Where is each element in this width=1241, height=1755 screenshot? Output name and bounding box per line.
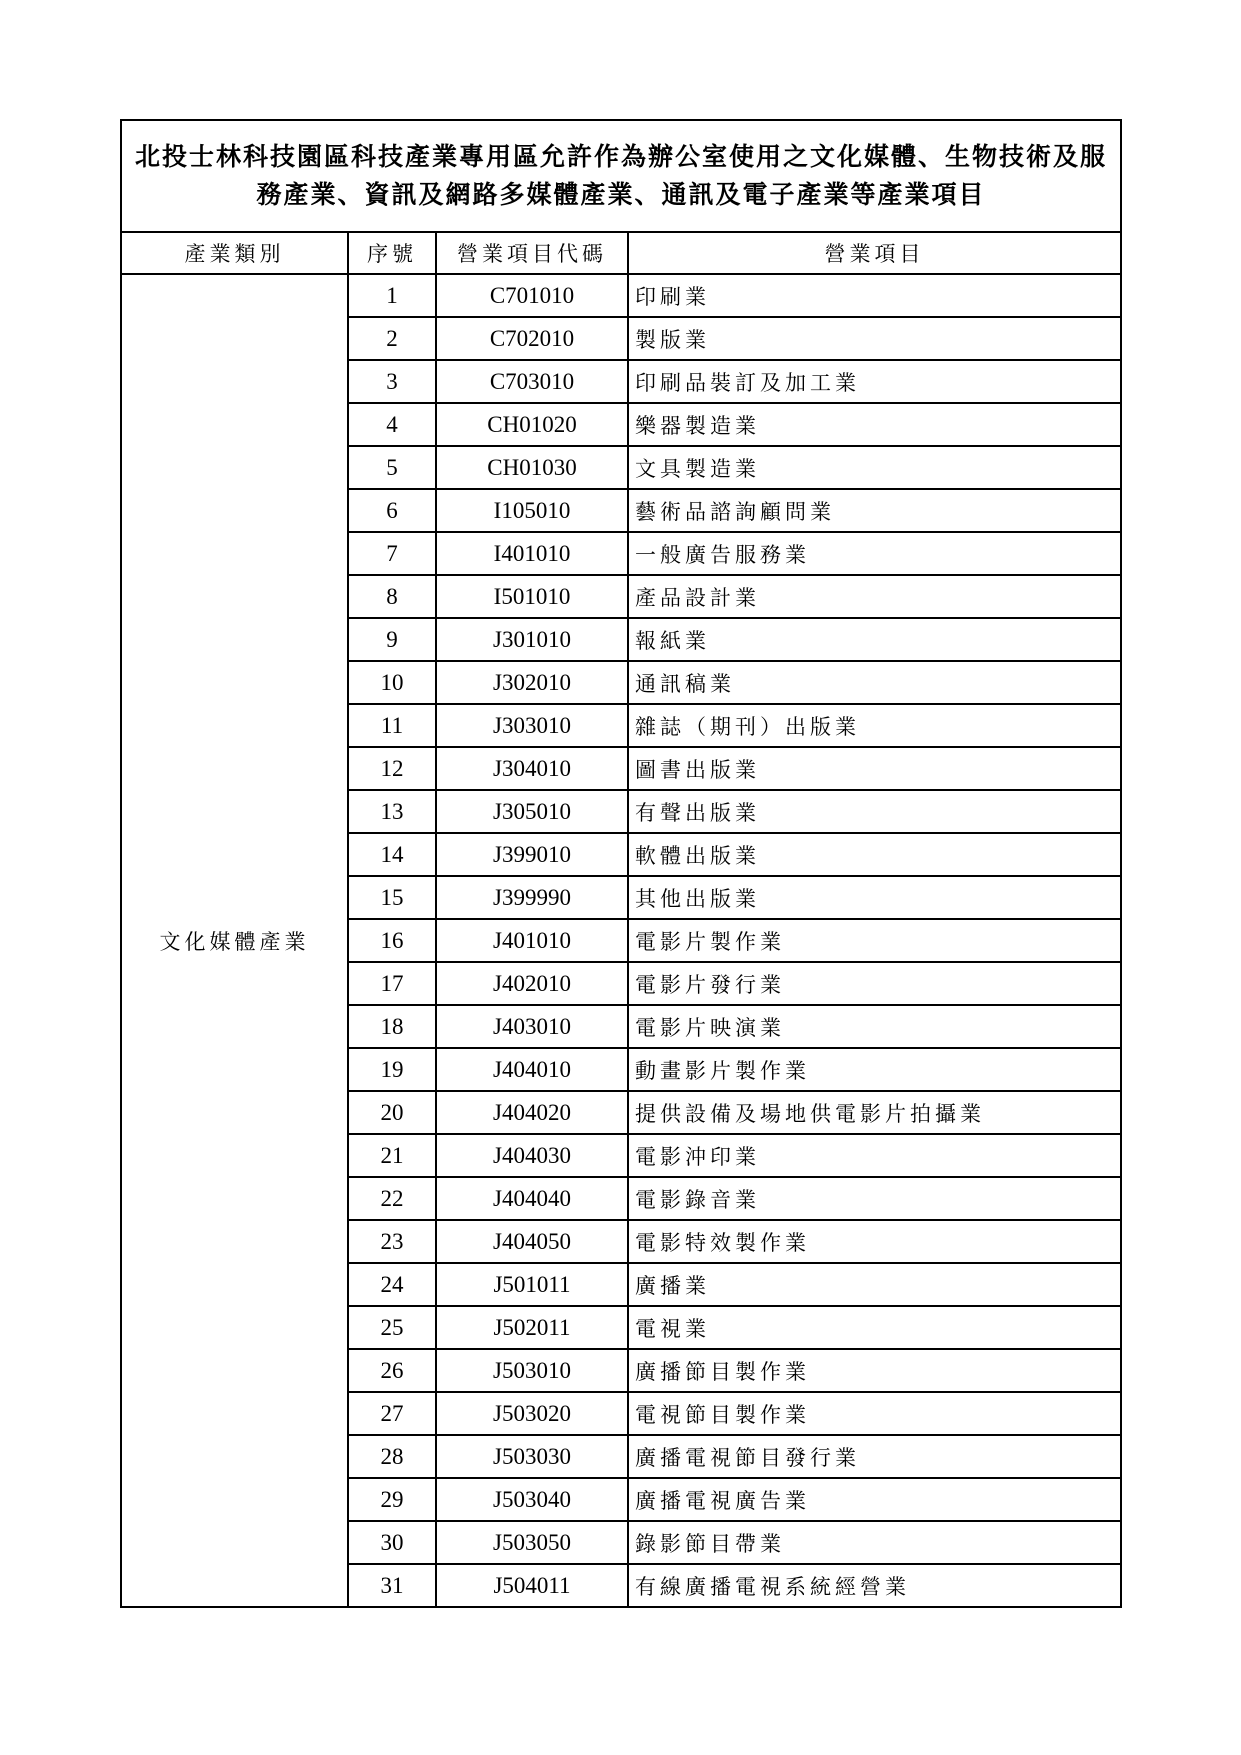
table-body (121, 274, 1121, 1607)
code-cell: J303010 (436, 704, 628, 747)
seq-cell: 29 (348, 1478, 436, 1521)
seq-cell: 20 (348, 1091, 436, 1134)
code-cell: J503020 (436, 1392, 628, 1435)
item-cell: 電影片映演業 (628, 1005, 1121, 1048)
code-cell: C703010 (436, 360, 628, 403)
item-cell: 製版業 (628, 317, 1121, 360)
seq-cell: 21 (348, 1134, 436, 1177)
seq-cell: 27 (348, 1392, 436, 1435)
code-cell: J504011 (436, 1564, 628, 1607)
item-cell: 電視節目製作業 (628, 1392, 1121, 1435)
item-cell: 電影片製作業 (628, 919, 1121, 962)
header-row (121, 232, 1121, 274)
code-cell: J304010 (436, 747, 628, 790)
item-cell: 電影錄音業 (628, 1177, 1121, 1220)
code-cell: J503040 (436, 1478, 628, 1521)
code-cell: I105010 (436, 489, 628, 532)
category-cell: 文化媒體產業 (121, 274, 348, 1607)
seq-cell: 11 (348, 704, 436, 747)
code-cell: J399990 (436, 876, 628, 919)
code-cell: J404030 (436, 1134, 628, 1177)
document-page (120, 119, 1120, 1608)
header-code: 營業項目代碼 (436, 232, 628, 274)
seq-cell: 18 (348, 1005, 436, 1048)
seq-cell: 1 (348, 274, 436, 317)
item-cell: 廣播業 (628, 1263, 1121, 1306)
code-cell: C701010 (436, 274, 628, 317)
seq-cell: 22 (348, 1177, 436, 1220)
item-cell: 電影沖印業 (628, 1134, 1121, 1177)
code-cell: J502011 (436, 1306, 628, 1349)
seq-cell: 16 (348, 919, 436, 962)
item-cell: 錄影節目帶業 (628, 1521, 1121, 1564)
item-cell: 樂器製造業 (628, 403, 1121, 446)
code-cell: C702010 (436, 317, 628, 360)
item-cell: 廣播電視節目發行業 (628, 1435, 1121, 1478)
item-cell: 有聲出版業 (628, 790, 1121, 833)
header-item: 營業項目 (628, 232, 1121, 274)
seq-cell: 28 (348, 1435, 436, 1478)
seq-cell: 23 (348, 1220, 436, 1263)
seq-cell: 7 (348, 532, 436, 575)
seq-cell: 19 (348, 1048, 436, 1091)
seq-cell: 4 (348, 403, 436, 446)
item-cell: 藝術品諮詢顧問業 (628, 489, 1121, 532)
item-cell: 廣播電視廣告業 (628, 1478, 1121, 1521)
code-cell: J302010 (436, 661, 628, 704)
seq-cell: 15 (348, 876, 436, 919)
seq-cell: 2 (348, 317, 436, 360)
seq-cell: 31 (348, 1564, 436, 1607)
item-cell: 電影片發行業 (628, 962, 1121, 1005)
table-title: 北投士林科技園區科技產業專用區允許作為辦公室使用之文化媒體、生物技術及服務產業、資訊及網路多媒體產業、通訊及電子產業等產業項目 (121, 120, 1121, 232)
code-cell: J404020 (436, 1091, 628, 1134)
code-cell: CH01030 (436, 446, 628, 489)
seq-cell: 10 (348, 661, 436, 704)
seq-cell: 12 (348, 747, 436, 790)
item-cell: 通訊稿業 (628, 661, 1121, 704)
seq-cell: 17 (348, 962, 436, 1005)
item-cell: 電視業 (628, 1306, 1121, 1349)
code-cell: J501011 (436, 1263, 628, 1306)
code-cell: J399010 (436, 833, 628, 876)
code-cell: J402010 (436, 962, 628, 1005)
code-cell: J503030 (436, 1435, 628, 1478)
item-cell: 其他出版業 (628, 876, 1121, 919)
code-cell: I501010 (436, 575, 628, 618)
seq-cell: 25 (348, 1306, 436, 1349)
code-cell: I401010 (436, 532, 628, 575)
seq-cell: 9 (348, 618, 436, 661)
code-cell: CH01020 (436, 403, 628, 446)
code-cell: J404040 (436, 1177, 628, 1220)
code-cell: J305010 (436, 790, 628, 833)
seq-cell: 13 (348, 790, 436, 833)
seq-cell: 14 (348, 833, 436, 876)
code-cell: J403010 (436, 1005, 628, 1048)
table-row (121, 274, 1121, 317)
code-cell: J503010 (436, 1349, 628, 1392)
item-cell: 文具製造業 (628, 446, 1121, 489)
code-cell: J503050 (436, 1521, 628, 1564)
seq-cell: 6 (348, 489, 436, 532)
seq-cell: 5 (348, 446, 436, 489)
header-category: 產業類別 (121, 232, 348, 274)
item-cell: 電影特效製作業 (628, 1220, 1121, 1263)
seq-cell: 8 (348, 575, 436, 618)
item-cell: 有線廣播電視系統經營業 (628, 1564, 1121, 1607)
item-cell: 軟體出版業 (628, 833, 1121, 876)
code-cell: J301010 (436, 618, 628, 661)
seq-cell: 24 (348, 1263, 436, 1306)
code-cell: J404050 (436, 1220, 628, 1263)
item-cell: 圖書出版業 (628, 747, 1121, 790)
industry-table (120, 119, 1122, 1608)
item-cell: 一般廣告服務業 (628, 532, 1121, 575)
item-cell: 廣播節目製作業 (628, 1349, 1121, 1392)
header-seq: 序號 (348, 232, 436, 274)
item-cell: 雜誌（期刊）出版業 (628, 704, 1121, 747)
code-cell: J404010 (436, 1048, 628, 1091)
item-cell: 提供設備及場地供電影片拍攝業 (628, 1091, 1121, 1134)
item-cell: 報紙業 (628, 618, 1121, 661)
code-cell: J401010 (436, 919, 628, 962)
item-cell: 印刷業 (628, 274, 1121, 317)
seq-cell: 3 (348, 360, 436, 403)
seq-cell: 26 (348, 1349, 436, 1392)
item-cell: 印刷品裝訂及加工業 (628, 360, 1121, 403)
item-cell: 動畫影片製作業 (628, 1048, 1121, 1091)
seq-cell: 30 (348, 1521, 436, 1564)
item-cell: 產品設計業 (628, 575, 1121, 618)
